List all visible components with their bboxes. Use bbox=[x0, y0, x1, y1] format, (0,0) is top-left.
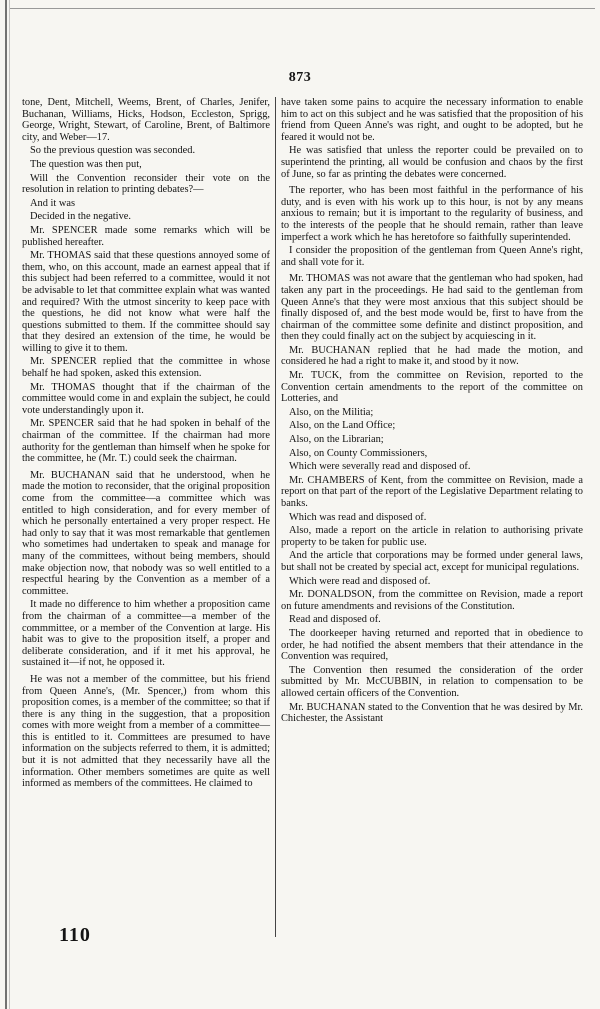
paragraph: Decided in the negative. bbox=[30, 211, 131, 223]
left-column bbox=[22, 97, 270, 792]
binding-edge-shadow bbox=[9, 0, 10, 1009]
paragraph: Also, on the Land Office; bbox=[289, 420, 396, 432]
paragraph: have taken some pains to acquire the necessary information to enable him to act on this subject and he was satisfied that the proposition of his friend from Queen Anne's was right, and ought to be adopted, but he feared it would not be. bbox=[281, 97, 583, 143]
signature-mark: 110 bbox=[59, 924, 91, 946]
paragraph: Also, on the Militia; bbox=[289, 406, 374, 418]
paragraph: Will the Convention reconsider their vote on the resolution in relation to printing debates?— bbox=[22, 172, 270, 196]
paragraph: And it was bbox=[30, 197, 76, 209]
paragraph: Mr. THOMAS thought that if the chairman of the committee would come in and explain the subject, he could vote understandingly upon it. bbox=[22, 381, 270, 416]
paragraph: Mr. BUCHANAN said that he understood, when he made the motion to reconsider, that the original proposition come from the committee—a committee which was entitled to high consideration, and for every member of which he personally entertained a very proper respect. He had only to say that it was most remarkable that gentlemen who sometimes had undertaken to speak and manage for many of the committees, without being members, should make objection now, that nobody was so well entitled to a respectful hearing by the Convention as a member of a committee. bbox=[22, 469, 270, 597]
paragraph: The doorkeeper having returned and reported that in obedience to order, he had notified the absent members that their attendance in the Convention was required, bbox=[281, 627, 583, 663]
paragraph: It made no difference to him whether a proposition came from the chairman of a committee—a member of the commmittee, or a member of the Convention at large. His habit was to give to the proposition itself, a proper and deliberate consideration, and if it met his approval, he sustained it—if not, he opposed it. bbox=[22, 599, 270, 669]
paragraph: So the previous question was seconded. bbox=[30, 145, 196, 157]
paragraph: I consider the proposition of the gentleman from Queen Anne's right, and shall vote for it. bbox=[281, 245, 583, 268]
paragraph: Which were severally read and disposed of. bbox=[289, 461, 471, 473]
column-divider bbox=[275, 97, 276, 937]
paragraph: Mr. SPENCER said that he had spoken in behalf of the chairman of the committee. If the chairman had more authority for the gentleman than himself when he spoke for the committee, he (Mr. T.) could seek the chairman. bbox=[22, 418, 270, 465]
paragraph: Mr. CHAMBERS of Kent, from the committee on Revision, made a report on that part of the report of the Legislative Department relating to banks. bbox=[281, 474, 583, 509]
paragraph: The Convention then resumed the consideration of the order submitted by Mr. McCUBBIN, in relation to compensation to be allowed certain officers of the Convention. bbox=[281, 664, 583, 699]
paragraph: Mr. SPENCER made some remarks which will be published hereafter. bbox=[22, 224, 270, 248]
right-column bbox=[281, 97, 583, 727]
paragraph: Mr. THOMAS said that these questions annoyed some of them, who, on this account, made an earnest appeal that if this subject had been referred to a committee, would it not be advisable to let that committee explain what was wanted and required? With the utmost sincerity to keep pace with the questions, he did not know what were half the questions submitted to them. If the committee should say that they desired an extension of the time, he would be willing to give it to them. bbox=[22, 250, 270, 354]
paragraph: Mr. BUCHANAN replied that he had made the motion, and considered he had a right to make it, and stood by it now. bbox=[281, 344, 583, 368]
paragraph: Mr. SPENCER replied that the committee in whose behalf he had spoken, asked this extension. bbox=[22, 356, 270, 380]
paragraph: And the article that corporations may be formed under general laws, but shall not be created by special act, except for municipal regulations. bbox=[281, 550, 583, 573]
paragraph: Also, made a report on the article in relation to authorising private property to be taken for public use. bbox=[281, 525, 583, 548]
paragraph: He was not a member of the committee, but his friend from Queen Anne's, (Mr. Spencer,) from whom this proposition comes, is a member of the committee; so that if there is any thing in the suggestion, that a proposition comes with more weight from a member of a committee—this is entitled to it. Committees are presumed to have information on the subjects referred to them, it is admitted; but it is not admitted that they necessarily have all the information. Other members sometimes are quite as well informed as members of the committees. He claimed to bbox=[22, 673, 270, 790]
paragraph: Mr. TUCK, from the committee on Revision, reported to the Convention certain amendments to the report of the committee on Lotteries, and bbox=[281, 370, 583, 405]
paragraph: Also, on County Commissioners, bbox=[289, 447, 428, 459]
paragraph: tone, Dent, Mitchell, Weems, Brent, of Charles, Jenifer, Buchanan, Williams, Hicks, Hodson, Eccleston, Sprigg, George, Wright, Stewart, of Caroline, Brent, of Baltimore city, and Weber—17. bbox=[22, 97, 270, 143]
paragraph: Mr. THOMAS was not aware that the gentleman who had spoken, had taken any part in the proceedings. He had said to the gentleman from Queen Anne's that they were most anxious that this subject should be finally disposed of, and the best mode would be, first to have from the chairman of the committee some definite and distinct proposition, and then they could finally act on the subject by acquiescing in it. bbox=[281, 273, 583, 343]
paragraph: Which were read and disposed of. bbox=[289, 575, 431, 587]
paragraph: He was satisfied that unless the reporter could be prevailed on to superintend the printing, all would be confusion and chaos by the first of June, so far as printing the debates were concerned. bbox=[281, 145, 583, 180]
binding-edge bbox=[5, 0, 7, 1009]
paragraph: Mr. DONALDSON, from the committee on Revision, made a report on future amendments and revisions of the Constitution. bbox=[281, 589, 583, 612]
page-number: 873 bbox=[288, 70, 312, 85]
paragraph: Mr. BUCHANAN stated to the Convention that he was desired by Mr. Chichester, the Assistant bbox=[281, 701, 583, 725]
paragraph: The reporter, who has been most faithful in the performance of his duty, and is even with his work up to this hour, is not by any means anxious to remain; but it is important to the regularity of business, and to the interests of the people that he should remain, rather than leave imperfect a work which he has heretofore so faithfully superintended. bbox=[281, 185, 583, 243]
top-rule bbox=[10, 8, 595, 9]
paragraph: Also, on the Librarian; bbox=[289, 434, 384, 446]
paragraph: Which was read and disposed of. bbox=[289, 511, 427, 523]
paragraph: The question was then put, bbox=[30, 158, 142, 170]
paragraph: Read and disposed of. bbox=[289, 614, 381, 626]
